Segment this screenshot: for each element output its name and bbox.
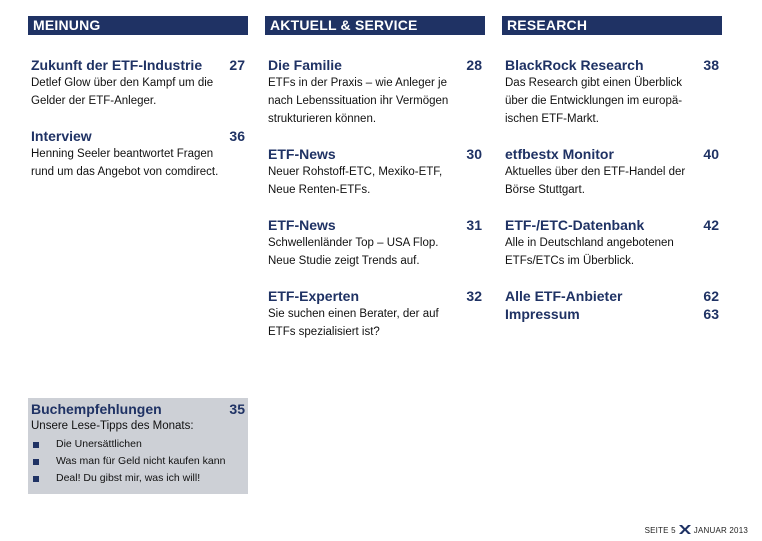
toc-entry[interactable] — [502, 56, 722, 128]
entry-title: Alle ETF-Anbieter — [505, 288, 623, 304]
entry-title: Impressum — [505, 306, 580, 322]
section-header-aktuell-service: AKTUELL & SERVICE — [265, 16, 485, 35]
toc-entry-anbieter[interactable] — [502, 287, 722, 305]
book-list — [28, 436, 248, 487]
entry-description: Aktuelles über den ETF-Handel der Börse Stuttgart. — [505, 166, 686, 196]
entry-title: etfbestx Monitor — [505, 146, 614, 162]
book-box-subtitle: Unsere Lese-Tipps des Monats: — [31, 420, 194, 432]
entry-title: ETF-/ETC-Datenbank — [505, 217, 645, 233]
book-box-header[interactable] — [28, 398, 248, 418]
entry-page: 31 — [466, 217, 482, 233]
entry-page: 28 — [466, 57, 482, 73]
square-bullet-icon — [33, 442, 39, 448]
entry-page: 36 — [229, 128, 245, 144]
entry-description: Neuer Rohstoff-ETC, Mexiko-ETF, Neue Renten-ETFs. — [268, 166, 443, 196]
section-header-research: RESEARCH — [502, 16, 722, 35]
entry-page: 35 — [229, 401, 245, 417]
toc-entry[interactable] — [502, 216, 722, 270]
entry-page: 62 — [703, 288, 719, 304]
entry-page: 42 — [703, 217, 719, 233]
entry-title: Interview — [31, 128, 92, 144]
entry-title: ETF-News — [268, 217, 336, 233]
toc-entry[interactable] — [265, 216, 485, 270]
toc-entry[interactable] — [265, 56, 485, 128]
square-bullet-icon — [33, 459, 39, 465]
toc-entry[interactable] — [265, 145, 485, 199]
page-footer — [645, 525, 748, 536]
list-item: Deal! Du gibst mir, was ich will! — [28, 470, 248, 487]
section-header-meinung: MEINUNG — [28, 16, 248, 35]
x-logo-icon — [679, 525, 691, 536]
entry-title: ETF-News — [268, 146, 336, 162]
toc-entry[interactable] — [265, 287, 485, 341]
entry-title: BlackRock Research — [505, 57, 644, 73]
entry-description: Alle in Deutschland angebotenen ETFs/ETCs im Überblick. — [505, 237, 674, 267]
entry-page: 38 — [703, 57, 719, 73]
column-meinung — [28, 16, 248, 198]
entry-description: Sie suchen einen Berater, der auf ETFs spezialisiert ist? — [268, 308, 439, 338]
entry-title: ETF-Experten — [268, 288, 360, 304]
square-bullet-icon — [33, 476, 39, 482]
entry-page: 30 — [466, 146, 482, 162]
toc-entry[interactable] — [28, 56, 248, 110]
book-recommendations-box — [28, 398, 248, 494]
entry-title: Buchempfehlungen — [31, 401, 162, 417]
toc-entry-impressum[interactable] — [502, 305, 722, 323]
entry-page: 40 — [703, 146, 719, 162]
column-aktuell-service — [265, 16, 485, 358]
page-number: SEITE 5 — [644, 526, 676, 535]
entry-description: Schwellenländer Top – USA Flop. Neue Studie zeigt Trends auf. — [268, 237, 439, 267]
column-research — [502, 16, 722, 323]
entry-title: Die Familie — [268, 57, 342, 73]
entry-description: ETFs in der Praxis – wie Anleger je nach Lebenssituation ihr Vermögen strukturieren können. — [268, 77, 449, 125]
entry-page: 63 — [703, 306, 719, 322]
entry-title: Zukunft der ETF-Industrie — [31, 57, 203, 73]
entry-page: 32 — [466, 288, 482, 304]
issue-date: JANUAR 2013 — [693, 526, 748, 535]
list-item: Was man für Geld nicht kaufen kann — [28, 453, 248, 470]
entry-description: Detlef Glow über den Kampf um die Gelder der ETF-Anleger. — [31, 77, 214, 107]
toc-entry[interactable] — [28, 127, 248, 181]
entry-description: Henning Seeler beantwortet Fragen rund um das Angebot von comdirect. — [31, 148, 219, 178]
entry-description: Das Research gibt einen Überblick über die Entwicklungen im europä- ischen ETF-Markt. — [505, 77, 683, 125]
toc-entry[interactable] — [502, 145, 722, 199]
list-item: Die Unersättlichen — [28, 436, 248, 453]
entry-page: 27 — [229, 57, 245, 73]
